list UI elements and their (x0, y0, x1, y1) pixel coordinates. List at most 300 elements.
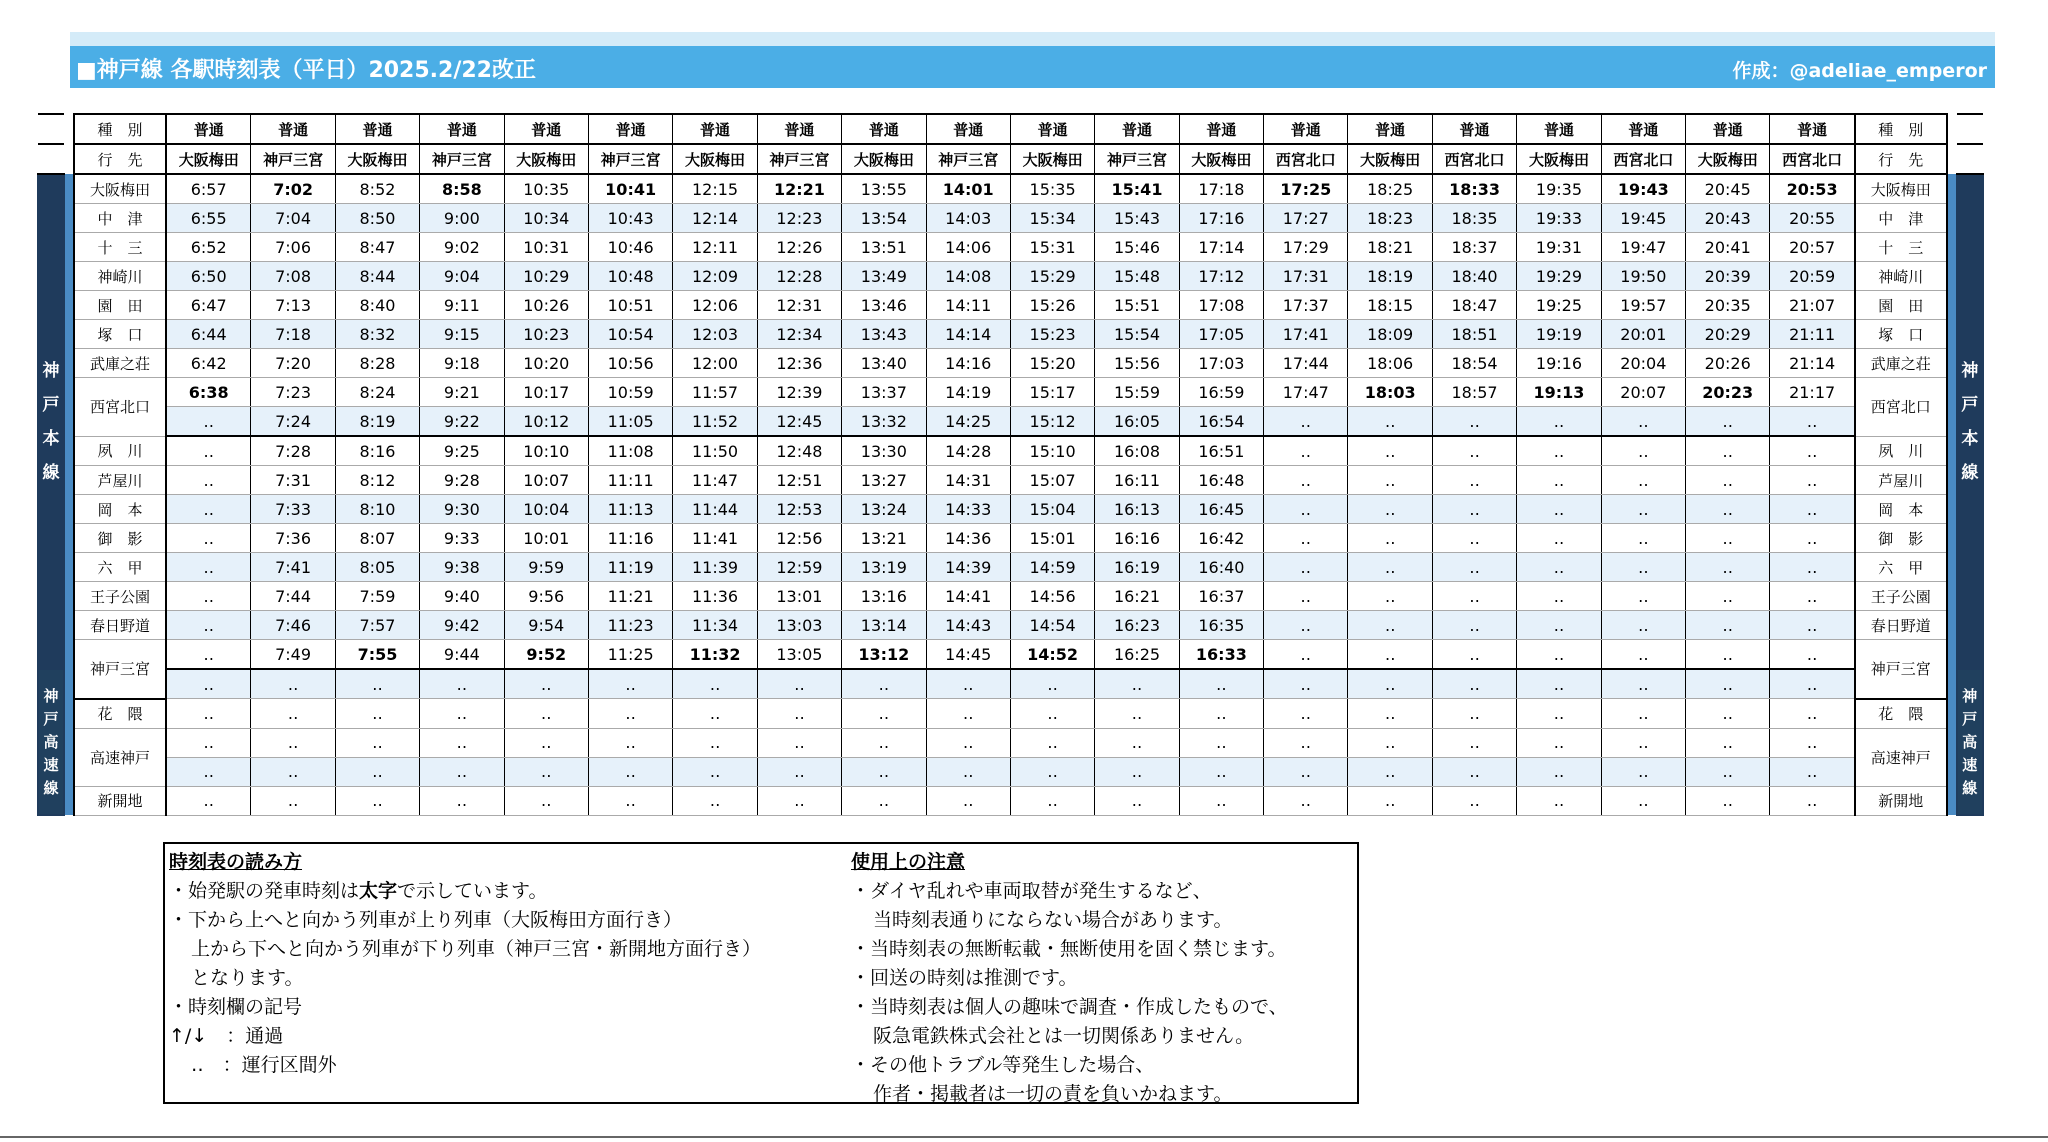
time-cell: 8:24 (335, 378, 419, 407)
time-cell: 7:28 (251, 436, 335, 466)
time-cell: 13:14 (842, 611, 926, 640)
time-cell: 16:54 (1179, 407, 1263, 437)
time-cell: 6:42 (166, 349, 251, 378)
time-cell: 13:49 (842, 262, 926, 291)
time-cell: ‥ (1601, 436, 1685, 466)
time-cell: 13:55 (842, 174, 926, 204)
train-type-row (38, 114, 1983, 144)
time-cell: ‥ (251, 757, 335, 786)
time-cell: ‥ (1264, 757, 1348, 786)
time-cell: 12:21 (757, 174, 841, 204)
time-cell: 20:57 (1770, 233, 1855, 262)
time-cell: 15:17 (1010, 378, 1094, 407)
time-cell: 13:16 (842, 582, 926, 611)
time-cell: ‥ (504, 699, 588, 729)
time-cell: 6:57 (166, 174, 251, 204)
station-name: 高速神戸 (1855, 728, 1947, 786)
time-cell: 11:08 (588, 436, 672, 466)
time-cell: ‥ (166, 582, 251, 611)
time-cell: ‥ (1770, 407, 1855, 437)
time-cell: ‥ (926, 786, 1010, 815)
destination-row-cell: 大阪梅田 (1179, 144, 1263, 174)
station-name: 塚 口 (74, 320, 166, 349)
line-accent-bar (1947, 174, 1957, 815)
time-cell: ‥ (1264, 495, 1348, 524)
time-cell: ‥ (842, 728, 926, 757)
time-cell: ‥ (1348, 495, 1432, 524)
time-cell: 8:10 (335, 495, 419, 524)
time-cell: 10:12 (504, 407, 588, 437)
time-cell: 15:29 (1010, 262, 1094, 291)
station-row (38, 436, 1983, 466)
time-cell: 13:51 (842, 233, 926, 262)
timetable (37, 113, 1984, 816)
time-cell: 19:33 (1517, 204, 1601, 233)
time-cell: ‥ (1348, 640, 1432, 670)
destination-row-cell: 大阪梅田 (1686, 144, 1770, 174)
time-cell: 20:29 (1686, 320, 1770, 349)
train-type-row-cell: 普通 (1264, 114, 1348, 144)
time-cell: 10:35 (504, 174, 588, 204)
station-row (38, 233, 1983, 262)
time-cell: ‥ (1432, 582, 1516, 611)
time-cell: 16:42 (1179, 524, 1263, 553)
time-cell: ‥ (842, 786, 926, 815)
time-cell: 18:47 (1432, 291, 1516, 320)
time-cell: 13:32 (842, 407, 926, 437)
time-cell: ‥ (757, 728, 841, 757)
spacer (1957, 144, 1983, 174)
time-cell: ‥ (1770, 640, 1855, 670)
time-cell: ‥ (166, 466, 251, 495)
time-cell: 13:40 (842, 349, 926, 378)
time-cell: ‥ (1686, 699, 1770, 729)
title-bar (70, 46, 1995, 88)
time-cell: ‥ (166, 786, 251, 815)
time-cell: 12:06 (673, 291, 757, 320)
time-cell: 13:24 (842, 495, 926, 524)
time-cell: 9:00 (420, 204, 504, 233)
time-cell: 10:17 (504, 378, 588, 407)
time-cell: ‥ (1095, 728, 1179, 757)
time-cell: 8:12 (335, 466, 419, 495)
time-cell: 15:34 (1010, 204, 1094, 233)
time-cell: 12:39 (757, 378, 841, 407)
time-cell: 11:41 (673, 524, 757, 553)
note-line: ・下から上へと向かう列車が上り列車（大阪梅田方面行き） (169, 909, 683, 931)
time-cell: ‥ (1686, 582, 1770, 611)
time-cell: 16:11 (1095, 466, 1179, 495)
time-cell: 6:55 (166, 204, 251, 233)
time-cell: ‥ (1686, 466, 1770, 495)
time-cell: 14:33 (926, 495, 1010, 524)
time-cell: 10:04 (504, 495, 588, 524)
train-type-row-cell: 普通 (1095, 114, 1179, 144)
time-cell: 10:51 (588, 291, 672, 320)
title-top-strip (70, 32, 1995, 46)
station-name: 十 三 (74, 233, 166, 262)
station-name: 芦屋川 (74, 466, 166, 495)
train-type-row-cell: 普通 (420, 114, 504, 144)
time-cell: 12:26 (757, 233, 841, 262)
time-cell: ‥ (1686, 495, 1770, 524)
train-type-row-cell: 普通 (504, 114, 588, 144)
station-row (38, 786, 1983, 815)
time-cell: 20:23 (1686, 378, 1770, 407)
time-cell: ‥ (1432, 436, 1516, 466)
time-cell: 8:07 (335, 524, 419, 553)
station-name: 大阪梅田 (74, 174, 166, 204)
time-cell: ‥ (1264, 669, 1348, 699)
time-cell: 12:51 (757, 466, 841, 495)
time-cell: 7:33 (251, 495, 335, 524)
time-cell: 7:46 (251, 611, 335, 640)
time-cell: ‥ (1432, 640, 1516, 670)
time-cell: 11:47 (673, 466, 757, 495)
time-cell: ‥ (1432, 524, 1516, 553)
time-cell: ‥ (1095, 757, 1179, 786)
time-cell: 18:23 (1348, 204, 1432, 233)
time-cell: ‥ (166, 553, 251, 582)
time-cell: ‥ (926, 669, 1010, 699)
time-cell: ‥ (757, 699, 841, 729)
time-cell: ‥ (166, 611, 251, 640)
time-cell: ‥ (1517, 466, 1601, 495)
time-cell: ‥ (1264, 728, 1348, 757)
time-cell: 19:57 (1601, 291, 1685, 320)
time-cell: ‥ (673, 699, 757, 729)
note-line: ・時刻欄の記号 (169, 996, 303, 1018)
time-cell: ‥ (1432, 728, 1516, 757)
time-cell: 10:23 (504, 320, 588, 349)
time-cell: 10:26 (504, 291, 588, 320)
time-cell: ‥ (1517, 640, 1601, 670)
time-cell: 13:03 (757, 611, 841, 640)
time-cell: 11:25 (588, 640, 672, 670)
train-type-row-cell: 普通 (673, 114, 757, 144)
time-cell: ‥ (588, 669, 672, 699)
time-cell: 19:50 (1601, 262, 1685, 291)
time-cell: 20:53 (1770, 174, 1855, 204)
time-cell: 21:11 (1770, 320, 1855, 349)
time-cell: 7:04 (251, 204, 335, 233)
time-cell: 9:11 (420, 291, 504, 320)
destination-row-cell: 大阪梅田 (673, 144, 757, 174)
time-cell: 11:11 (588, 466, 672, 495)
time-cell: ‥ (166, 728, 251, 757)
time-cell: 11:36 (673, 582, 757, 611)
time-cell: ‥ (1348, 757, 1432, 786)
time-cell: ‥ (1432, 669, 1516, 699)
station-name: 西宮北口 (74, 378, 166, 437)
row-label: 種 別 (1855, 114, 1947, 144)
time-cell: 12:48 (757, 436, 841, 466)
train-type-row-cell: 普通 (1348, 114, 1432, 144)
time-cell: ‥ (1095, 669, 1179, 699)
time-cell: 16:05 (1095, 407, 1179, 437)
time-cell: ‥ (842, 757, 926, 786)
time-cell: 9:02 (420, 233, 504, 262)
time-cell: 18:19 (1348, 262, 1432, 291)
note-line: 上から下へと向かう列車が下り列車（神戸三宮・新開地方面行き） (191, 938, 762, 960)
time-cell: 16:35 (1179, 611, 1263, 640)
time-cell: 14:45 (926, 640, 1010, 670)
time-cell: 8:58 (420, 174, 504, 204)
time-cell: 8:05 (335, 553, 419, 582)
time-cell: ‥ (1517, 699, 1601, 729)
time-cell: ‥ (1348, 582, 1432, 611)
time-cell: 16:48 (1179, 466, 1263, 495)
station-row (38, 320, 1983, 349)
time-cell: ‥ (842, 699, 926, 729)
time-cell: ‥ (1601, 728, 1685, 757)
time-cell: ‥ (420, 786, 504, 815)
time-cell: ‥ (1686, 757, 1770, 786)
time-cell: ‥ (1095, 699, 1179, 729)
destination-row-cell: 大阪梅田 (166, 144, 251, 174)
time-cell: ‥ (1601, 786, 1685, 815)
station-row (38, 757, 1983, 786)
station-name: 西宮北口 (1855, 378, 1947, 437)
time-cell: ‥ (420, 699, 504, 729)
time-cell: 10:56 (588, 349, 672, 378)
station-row (38, 611, 1983, 640)
time-cell: 20:45 (1686, 174, 1770, 204)
time-cell: ‥ (1010, 669, 1094, 699)
destination-row-cell: 大阪梅田 (335, 144, 419, 174)
time-cell: ‥ (1264, 407, 1348, 437)
station-name: 神崎川 (1855, 262, 1947, 291)
station-name: 中 津 (1855, 204, 1947, 233)
station-name: 十 三 (1855, 233, 1947, 262)
time-cell: ‥ (1264, 553, 1348, 582)
time-cell: 12:56 (757, 524, 841, 553)
time-cell: ‥ (251, 669, 335, 699)
time-cell: 17:41 (1264, 320, 1348, 349)
station-name: 新開地 (1855, 786, 1947, 815)
time-cell: 17:08 (1179, 291, 1263, 320)
time-cell: ‥ (1179, 728, 1263, 757)
time-cell: 19:16 (1517, 349, 1601, 378)
row-label: 行 先 (74, 144, 166, 174)
time-cell: 7:31 (251, 466, 335, 495)
time-cell: 14:39 (926, 553, 1010, 582)
time-cell: ‥ (1601, 524, 1685, 553)
time-cell: 11:16 (588, 524, 672, 553)
time-cell: 18:33 (1432, 174, 1516, 204)
time-cell: ‥ (420, 757, 504, 786)
time-cell: 8:47 (335, 233, 419, 262)
train-type-row-cell: 普通 (842, 114, 926, 144)
time-cell: 10:34 (504, 204, 588, 233)
time-cell: 13:27 (842, 466, 926, 495)
bottom-rule (0, 1136, 2048, 1138)
time-cell: ‥ (926, 757, 1010, 786)
time-cell: 12:15 (673, 174, 757, 204)
time-cell: ‥ (1264, 436, 1348, 466)
destination-row-cell: 西宮北口 (1770, 144, 1855, 174)
time-cell: 10:31 (504, 233, 588, 262)
time-cell: 17:47 (1264, 378, 1348, 407)
time-cell: 16:45 (1179, 495, 1263, 524)
time-cell: 15:59 (1095, 378, 1179, 407)
time-cell: 13:43 (842, 320, 926, 349)
time-cell: ‥ (1770, 757, 1855, 786)
note-line: ・始発駅の発車時刻は太字で示しています。 (169, 880, 548, 902)
destination-row-cell: 大阪梅田 (1517, 144, 1601, 174)
time-cell: 14:36 (926, 524, 1010, 553)
time-cell: ‥ (1770, 728, 1855, 757)
time-cell: 18:35 (1432, 204, 1516, 233)
time-cell: 9:40 (420, 582, 504, 611)
time-cell: ‥ (1264, 524, 1348, 553)
time-cell: 10:46 (588, 233, 672, 262)
time-cell: 17:14 (1179, 233, 1263, 262)
time-cell: 19:13 (1517, 378, 1601, 407)
train-type-row-cell: 普通 (1432, 114, 1516, 144)
time-cell: 18:40 (1432, 262, 1516, 291)
station-row (38, 378, 1983, 407)
time-cell: 20:26 (1686, 349, 1770, 378)
time-cell: 16:51 (1179, 436, 1263, 466)
station-row (38, 262, 1983, 291)
time-cell: 7:55 (335, 640, 419, 670)
time-cell: 19:25 (1517, 291, 1601, 320)
train-type-row-cell: 普通 (166, 114, 251, 144)
time-cell: 16:33 (1179, 640, 1263, 670)
time-cell: ‥ (1601, 669, 1685, 699)
reading-guide-heading: 時刻表の読み方 (169, 851, 303, 873)
destination-row-cell: 神戸三宮 (251, 144, 335, 174)
time-cell: 15:48 (1095, 262, 1179, 291)
time-cell: 8:40 (335, 291, 419, 320)
time-cell: 10:41 (588, 174, 672, 204)
time-cell: 12:59 (757, 553, 841, 582)
train-type-row-cell: 普通 (588, 114, 672, 144)
time-cell: ‥ (166, 757, 251, 786)
time-cell: 14:28 (926, 436, 1010, 466)
time-cell: 19:35 (1517, 174, 1601, 204)
time-cell: 10:07 (504, 466, 588, 495)
time-cell: ‥ (1179, 699, 1263, 729)
time-cell: ‥ (1010, 699, 1094, 729)
time-cell: ‥ (1770, 436, 1855, 466)
time-cell: 10:29 (504, 262, 588, 291)
time-cell: ‥ (1348, 786, 1432, 815)
time-cell: ‥ (1432, 699, 1516, 729)
time-cell: ‥ (251, 699, 335, 729)
station-name: 園 田 (74, 291, 166, 320)
line-label-kosoku: 神 戸 高 速 線 (1957, 669, 1983, 815)
time-cell: 11:52 (673, 407, 757, 437)
time-cell: 11:19 (588, 553, 672, 582)
time-cell: 19:47 (1601, 233, 1685, 262)
time-cell: 14:54 (1010, 611, 1094, 640)
time-cell: ‥ (1348, 466, 1432, 495)
time-cell: ‥ (166, 407, 251, 437)
time-cell: 7:20 (251, 349, 335, 378)
time-cell: 12:09 (673, 262, 757, 291)
time-cell: ‥ (504, 669, 588, 699)
page-title: ■神戸線 各駅時刻表（平日）2025.2/22改正 (76, 58, 536, 83)
station-name: 御 影 (74, 524, 166, 553)
time-cell: 13:21 (842, 524, 926, 553)
destination-row (38, 144, 1983, 174)
time-cell: 6:47 (166, 291, 251, 320)
destination-row-cell: 神戸三宮 (588, 144, 672, 174)
time-cell: 11:34 (673, 611, 757, 640)
time-cell: 14:11 (926, 291, 1010, 320)
time-cell: ‥ (1601, 611, 1685, 640)
time-cell: 13:37 (842, 378, 926, 407)
time-cell: 9:33 (420, 524, 504, 553)
time-cell: 18:54 (1432, 349, 1516, 378)
station-row (38, 524, 1983, 553)
station-name: 王子公園 (1855, 582, 1947, 611)
destination-row-cell: 神戸三宮 (926, 144, 1010, 174)
time-cell: 7:08 (251, 262, 335, 291)
time-cell: 20:41 (1686, 233, 1770, 262)
time-cell: 18:21 (1348, 233, 1432, 262)
author-credit: 作成：@adeliae_emperor (1732, 60, 1987, 82)
time-cell: ‥ (1010, 728, 1094, 757)
destination-row-cell: 西宮北口 (1601, 144, 1685, 174)
time-cell: ‥ (1517, 495, 1601, 524)
station-row (38, 728, 1983, 757)
note-line: ↑/↓ ：通過 (169, 1025, 284, 1047)
destination-row-cell: 大阪梅田 (504, 144, 588, 174)
time-cell: ‥ (166, 640, 251, 670)
time-cell: 18:37 (1432, 233, 1516, 262)
time-cell: ‥ (1264, 611, 1348, 640)
time-cell: 13:01 (757, 582, 841, 611)
time-cell: 13:46 (842, 291, 926, 320)
time-cell: 9:56 (504, 582, 588, 611)
time-cell: 12:28 (757, 262, 841, 291)
time-cell: 18:57 (1432, 378, 1516, 407)
station-name: 春日野道 (74, 611, 166, 640)
time-cell: 15:07 (1010, 466, 1094, 495)
time-cell: 18:15 (1348, 291, 1432, 320)
time-cell: ‥ (1770, 611, 1855, 640)
time-cell: 14:31 (926, 466, 1010, 495)
time-cell: ‥ (1348, 407, 1432, 437)
spacer (64, 144, 74, 174)
time-cell: 14:16 (926, 349, 1010, 378)
time-cell: ‥ (1686, 407, 1770, 437)
time-cell: 18:25 (1348, 174, 1432, 204)
station-row (38, 640, 1983, 670)
time-cell: ‥ (166, 495, 251, 524)
time-cell: ‥ (588, 699, 672, 729)
time-cell: 17:12 (1179, 262, 1263, 291)
time-cell: ‥ (1770, 669, 1855, 699)
time-cell: ‥ (1686, 524, 1770, 553)
time-cell: 13:05 (757, 640, 841, 670)
time-cell: 14:59 (1010, 553, 1094, 582)
time-cell: ‥ (1264, 582, 1348, 611)
time-cell: ‥ (1601, 495, 1685, 524)
station-row (38, 553, 1983, 582)
time-cell: 9:25 (420, 436, 504, 466)
time-cell: 10:01 (504, 524, 588, 553)
train-type-row-cell: 普通 (926, 114, 1010, 144)
station-name: 新開地 (74, 786, 166, 815)
time-cell: 7:57 (335, 611, 419, 640)
time-cell: 9:28 (420, 466, 504, 495)
time-cell: 15:41 (1095, 174, 1179, 204)
time-cell: ‥ (1264, 466, 1348, 495)
